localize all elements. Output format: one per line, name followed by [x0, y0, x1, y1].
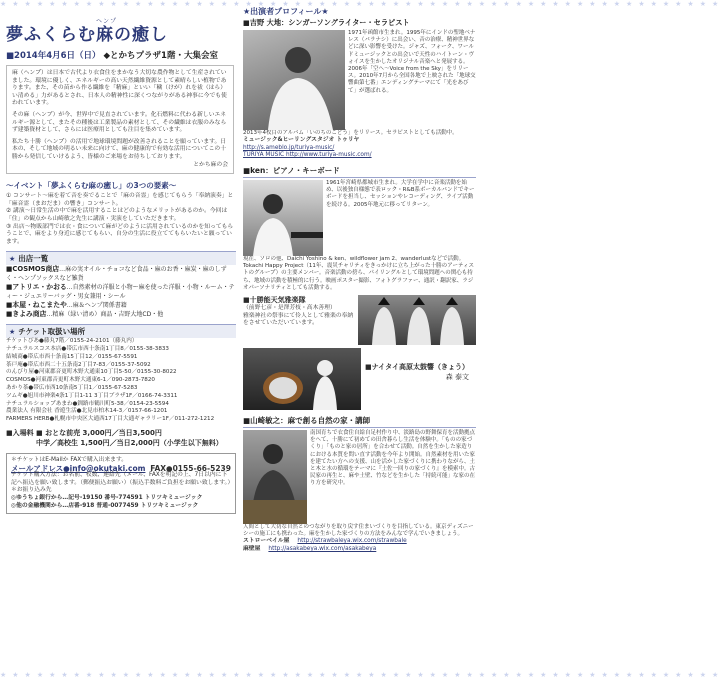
shops-section-header — [6, 251, 236, 265]
asakabeya-link[interactable]: http://asakabeya.wix.com/asakabeya — [268, 546, 377, 552]
performer-4-name: ■ナイタイ高原太鼓響（きょう） — [365, 363, 469, 371]
intro-box — [6, 65, 234, 174]
performer-2-header — [243, 164, 476, 178]
title-hemp: ヘンプ 麻 — [96, 18, 118, 45]
performer-5-header — [243, 414, 476, 428]
left-column — [6, 6, 236, 514]
admission-student: 中学／高校生 1,500円／当日2,000円（小学生以下無料） — [36, 439, 223, 448]
event-item: ③ 出店〜物販部門では衣・食について麻がどのように活用されているのかを知ってもらうことで、麻をより身近に感じてもらい、自分の生活に役立ててもらいたいと願っています。 — [6, 223, 234, 245]
performer-4-photo — [243, 348, 361, 410]
performer-1-bio-2: 2013年4枚目のアルバム「いのちのこどう」をリリース。セラピストとしても活動中。 — [243, 130, 458, 136]
performer-5-photo — [243, 430, 307, 524]
performer-1-photo — [243, 30, 345, 130]
bank-account-1: ◎ゆうちょ銀行から…記号-19150 番号-774591 トリツキミュージック — [11, 495, 203, 502]
shop-item: ■本屋・ねこまたや…麻＆ヘンプ関係書籍 — [6, 301, 127, 310]
ticket-outlet: ツムギ●旭川市神楽4条1丁目1-11 3丁目ブラザ1F／0166-74-3311 — [6, 392, 178, 399]
performer-3-name: ■十勝能天気雅楽隊 — [243, 296, 306, 304]
shops-heading: 出店一覧 — [18, 254, 49, 264]
performer-1 — [243, 30, 476, 130]
shop-item: ■COSMOS商店…麻の実オイル・チョコなど食品・麻のお香・麻炭・麻のしずく・ヘンプソックスなど雑貨 — [6, 265, 227, 283]
title-ruby: ヘンプ — [96, 18, 118, 25]
title-suffix: の癒し — [114, 25, 168, 45]
ticket-outlet: 茶戸庵●帯広市西二十五条南2丁目7-83／0155-37-5092 — [6, 361, 151, 368]
performer-5-bio-2: 人間として大切な自然とのつながりを取り戻す住まいづくりを目指している。東京ディズニーシーの施工にも携わった。麻を生かした家づくりの方法をみんなで学んでいきましょう。 — [243, 524, 474, 538]
event-date: ■2014年4月6日（日） — [6, 51, 101, 61]
tickets-heading: チケット取扱い場所 — [18, 327, 86, 337]
intro-paragraph-1: 麻（ヘンプ）は日本で古代より衣食住をまかなう大切な農作物として生産されていました。環境に優しく、エネルギーの高い天然繊維資源として素晴らしい植物であります。また、その苗から作る繊維を「精麻」といい「穢（けが）れを祓（はら）い清める」力があるとされ、日本人の精神性に深くつながりがある神事に今でも使われています。 — [12, 70, 227, 107]
event-venue: ◆とかちプラザ1階・大集会室 — [103, 51, 218, 61]
order-email-link[interactable]: メールアドレス●info@okutaki.com — [11, 463, 146, 473]
performer-5-name: ■山崎敏之：麻で創る自然の家・講師 — [243, 416, 371, 425]
performer-5 — [243, 430, 476, 524]
performer-1-name: ■吉野 大地：シンガーソングライター・セラピスト — [243, 18, 410, 27]
ticket-outlet: 結城商●帯広市西十条南15丁目12／0155-67-5591 — [6, 353, 138, 360]
performer-5-links-row-1: ストローベイル屋 http://strawbaleya.wix.com/strawbale — [243, 538, 407, 545]
event-item: ① コンサート〜麻を着て音を奏でることで「麻の音霊」を感じてもらう「奉納演奏」と「麻音霊（まおだま）の響き」コンサート。 — [6, 193, 234, 207]
event-date-venue — [6, 49, 236, 61]
order-fax: FAX●0155-66-5239 — [150, 463, 231, 473]
performer-4 — [243, 348, 476, 410]
ticket-outlet: チケットぴあ●藤丸7階／0155-24-2101（藤丸内） — [6, 338, 138, 345]
bank-account-2: ◎他の金融機関から…店番-918 普通-0077459 トリツキミュージック — [11, 502, 199, 509]
performer-1-studio: ミュージック&ヒーリングスタジオ トゥリヤ — [243, 137, 360, 144]
star-border-top: ★★★★★★★★★★★★★★★★★★★★★★★★★★★★★★★★★★★★★★★★★★★★★★★★★★★★★★★★★★★ — [0, 0, 724, 8]
tickets-list — [6, 338, 236, 424]
admission-adult: ■入場料 ■ おとな前売 3,000円／当日3,500円 — [6, 429, 162, 438]
strawbale-link[interactable]: http://strawbaleya.wix.com/strawbale — [297, 538, 407, 545]
shop-item: ■アトリエ・かおる…自然素材の洋服と小物ー麻を使った洋服・小物・ルーム・ティー・ジュエリーバッグ・男女兼用・シール — [6, 283, 235, 301]
event-heading: 〜イベント「夢ふくらむ麻の癒し」の3つの要素〜 — [6, 181, 177, 191]
ticket-outlet: FARMERS HERB●札幌市中央区大通西17丁目大通ギャラリー1F／011-272-1212 — [6, 416, 215, 423]
order-instructions: チケット購入方法：お名前、枚数、連絡先（メール、FAXを明記の上、7日以内に下記へ振込を願い致します。（郵便振込お願い）（振込手数料ご負担をお願い致します。） — [11, 472, 234, 486]
ticket-outlet: COSMOS●河東郡音更町木野大通東6-1／090-2873-7820 — [6, 377, 155, 384]
shops-list — [6, 265, 236, 319]
ticket-outlet: 農業法人 有限会社 香遊生活●北見市柏木14-3／0157-66-1201 — [6, 408, 168, 415]
event-items — [6, 193, 236, 246]
performers-heading: ★出演者プロフィール★ — [243, 7, 329, 16]
performer-5-bio: 南国育ちで衣食住自給自足村作り中、淡路島の野舞保育を活動拠点をへて、十勝にて初めての田舎暮らし生活を体験中。「ものの家づくり」「ものと家の居所」を合わせて活動。自然を生かした家造りにおける本質を問い直す活動を今年より開始。自然素材を用いた家を建てたい方への支援、山を活かした家づくりに携わりながら、土と木と水の循環をテーマに『土佐一回りの家づくり』を模索中。古民家の再生と、麻や土壁、竹などを生かした「持続可能」な家の在り方を研究中。 — [310, 430, 476, 487]
performer-1-site-link[interactable]: TURIYA MUSIC http://www.turiya-music.com/ — [243, 152, 372, 159]
performer-2-bio-2: 現在、ソロの他、Daichi Yoshino & ken、wildflower jam 2、wanderlustなどで活動。Tokachi Happy Project（11年、震災チャリティをきっかけに立ち上がった十勝のアーティストのグループ）の主要メンバー。音楽活動の傍ら、パイリングルとして環境問題への関心も持ち、地域の活動を積極的に行う。映画ポスター撮影、フォトグラファー、通訳・翻訳家、ラジオパーソナリティとしても活動する。 — [243, 255, 475, 291]
ticket-outlet: あかり茶●帯広市西10条南5丁目1／0155-67-5283 — [6, 385, 138, 392]
performer-3-photo — [358, 295, 476, 345]
page-title — [6, 20, 236, 45]
tickets-section-header — [6, 324, 236, 338]
ticket-outlet: のんびり屋●河東郡音更町木野大通東10丁目5-50／0155-30-8022 — [6, 369, 177, 376]
event-item: ② 講演〜日常生活の中で麻を活用することはどのようなメリットがあるのか。今回は「住」の観点から山崎敏之先生に講演・実演をしていただきます。 — [6, 208, 228, 222]
performer-2-name: ■ken：ピアノ・キーボード — [243, 165, 340, 175]
performer-4-member: 森 泰文 — [445, 373, 469, 381]
title-prefix: 夢ふくらむ — [6, 25, 96, 45]
performer-3 — [243, 295, 476, 345]
ticket-outlet: ナチュラルスコス本店●帯広市西十条南1丁目8／0155-38-3833 — [6, 346, 169, 353]
performer-2 — [243, 180, 476, 256]
right-column — [243, 6, 476, 554]
ticket-outlet: ナチュラルショップあまわ●釧路市鶴川町5-38／0154-23-5594 — [6, 400, 169, 407]
intro-paragraph-2: その麻（ヘンプ）が今、世界中で見直されています。化石燃料に代わる新しいエネルギー源として、またその種後は工業製品の素材として、その繊維は衣服のみならず建築資材として、さらには医療用としても注目を集めています。 — [12, 111, 227, 134]
performer-5-links-row-2: 麻壁屋 http://asakabeya.wix.com/asakabeya — [243, 546, 377, 552]
performer-1-blog-link[interactable]: http://s.ameblo.jp/turiya-music/ — [243, 144, 335, 151]
performer-1-bio: 1971年函館市生まれ。1995年にインドの聖地ベナレス（バラナシ）に出会い、音の治療、精神世界などに深い影響を受けた。ジャズ、フォーク、ワールドミュージックとの出会いで天性のハイトーン・ヴォイスを生かしたオリジナル音楽へと発展する。2006年「空へ〜Voice from the Sky」をリリース。2010年7月から全国各地で上映された「地球交響曲第七番」エンディングテーマにて「光をあびて」が選ばれる。 — [348, 30, 476, 94]
performer-2-bio: 1961年宮崎県都城市生まれ。大学在学中に音楽活動を始め、以後独自様態で表ロック・R&B系ボーカルバンドでキーボードを担当し、セッションやレコーディング、ライブ活動を続ける。2005年地元に移ってリターン。 — [326, 179, 475, 208]
performer-2-photo — [243, 180, 323, 256]
star-border-bottom: ★★★★★★★★★★★★★★★★★★★★★★★★★★★★★★★★★★★★★★★★★★★★★★★★★★★★★★★★★★★ — [0, 671, 724, 679]
shop-item: ■きよみ商店…精麻（緑い清め）商品・吉野大地CD・他 — [6, 310, 164, 319]
intro-paragraph-3: 私たち十勝（ヘンプ）の活用で地球環境問題が改善されることを願っています。日本の、そして地域の明るい未来に向けて、麻の健康的で有効な活用についてこの十勝から発信していけるよう、皆様のご来場をお待ちしております。 — [12, 138, 227, 160]
performer-3-members: （前野七彦・是澤芳枝・高木善理） — [243, 305, 336, 311]
admission — [6, 428, 236, 448]
star-icon: ★ — [9, 327, 16, 336]
intro-signature: とかち麻の会 — [193, 161, 228, 168]
star-icon: ★ — [9, 254, 16, 263]
performer-3-bio: 雅楽神社の祭事にて伶人として雅楽の奉納をさせていただいています。 — [243, 312, 354, 327]
order-box: ＊チケットはE-Mailか FAXで購入出来ます。 メールアドレス●info@okutaki.com FAX●0155-66-5239 チケット購入方法：お名前、枚数、連絡先（メール、FAXを明記の上、7日以内に下記へ振込を願い致します。（郵便振込お願い）（振込手数料ご負担をお願い致します。） ＊お振り込み先 ◎ゆうちょ銀行から…記号-19150 番号-774591 トリツキミュージック ◎他の金融機関から…店番-918 普通-0077459 トリツキミュージック — [6, 453, 236, 514]
